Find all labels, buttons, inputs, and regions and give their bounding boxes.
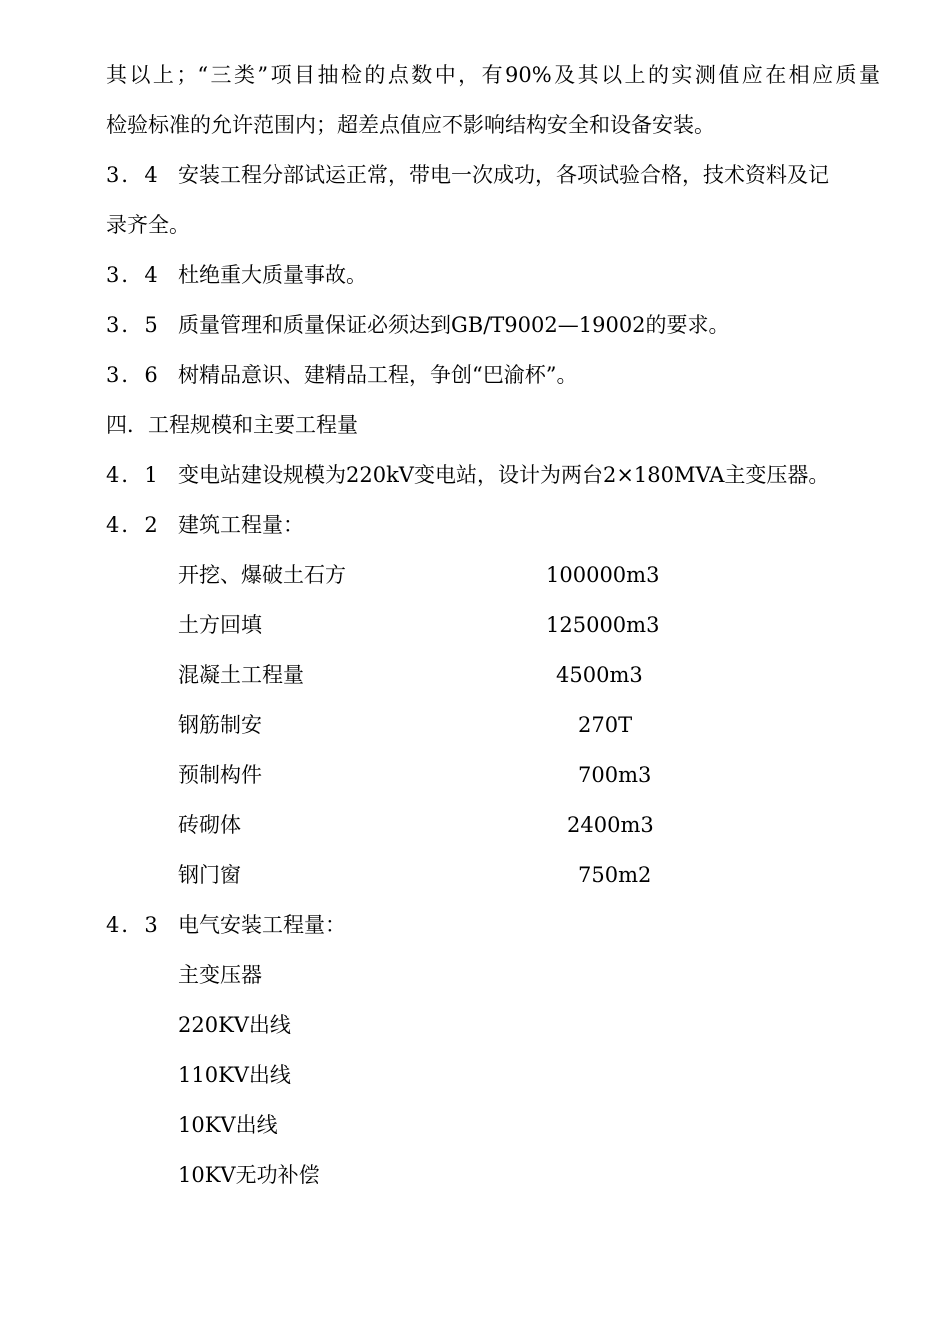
section-heading: 四．工程规模和主要工程量 <box>106 413 358 437</box>
clause-text: 质量管理和质量保证必须达到GB/T9002—19002的要求。 <box>178 313 730 337</box>
clause-number: 3．5 <box>106 313 160 337</box>
clause-number: 3．6 <box>106 363 160 387</box>
civil-item-name: 开挖、爆破土石方 <box>178 563 346 587</box>
clause-number: 4．3 <box>106 913 160 937</box>
clause-number: 3．4 <box>106 163 160 187</box>
clause-number: 4．1 <box>106 463 160 487</box>
civil-item-name: 土方回填 <box>178 613 262 637</box>
clause-4-1 <box>106 460 829 490</box>
paragraph-line: 检验标准的允许范围内；超差点值应不影响结构安全和设备安装。 <box>106 113 715 137</box>
paragraph-line: 其以上；“三类”项目抽检的点数中，有90%及其以上的实测值应在相应质量 <box>106 63 880 87</box>
clause-3-5 <box>106 310 730 340</box>
electrical-item: 220KV出线 <box>178 1013 291 1037</box>
clause-3-6 <box>106 360 577 390</box>
clause-4-2 <box>106 510 304 540</box>
clause-text: 杜绝重大质量事故。 <box>178 263 367 287</box>
clause-3-4-install <box>106 160 829 190</box>
civil-item-name: 钢筋制安 <box>178 713 262 737</box>
civil-item-name: 砖砌体 <box>178 813 241 837</box>
paragraph-line: 录齐全。 <box>106 213 190 237</box>
electrical-item: 主变压器 <box>178 963 262 987</box>
clause-text: 安装工程分部试运正常，带电一次成功，各项试验合格，技术资料及记 <box>178 163 829 187</box>
civil-item-qty: 750m2 <box>578 863 652 887</box>
clause-number: 3．4 <box>106 263 160 287</box>
civil-item-name: 预制构件 <box>178 763 262 787</box>
civil-item-qty: 125000m3 <box>546 613 660 637</box>
clause-4-3 <box>106 910 346 940</box>
civil-item-name: 混凝土工程量 <box>178 663 304 687</box>
civil-item-qty: 700m3 <box>578 763 652 787</box>
civil-item-qty: 100000m3 <box>546 563 660 587</box>
clause-text: 变电站建设规模为220kV变电站，设计为两台2×180MVA主变压器。 <box>178 463 830 487</box>
electrical-item: 110KV出线 <box>178 1063 291 1087</box>
electrical-item: 10KV出线 <box>178 1113 278 1137</box>
electrical-item: 10KV无功补偿 <box>178 1163 320 1187</box>
civil-item-qty: 2400m3 <box>567 813 654 837</box>
civil-item-qty: 270T <box>578 713 633 737</box>
clause-text: 树精品意识、建精品工程，争创“巴渝杯”。 <box>178 363 578 387</box>
civil-item-name: 钢门窗 <box>178 863 241 887</box>
clause-3-4-accident <box>106 260 367 290</box>
civil-item-qty: 4500m3 <box>556 663 643 687</box>
clause-text: 电气安装工程量： <box>178 913 346 937</box>
clause-text: 建筑工程量： <box>178 513 304 537</box>
clause-number: 4．2 <box>106 513 160 537</box>
